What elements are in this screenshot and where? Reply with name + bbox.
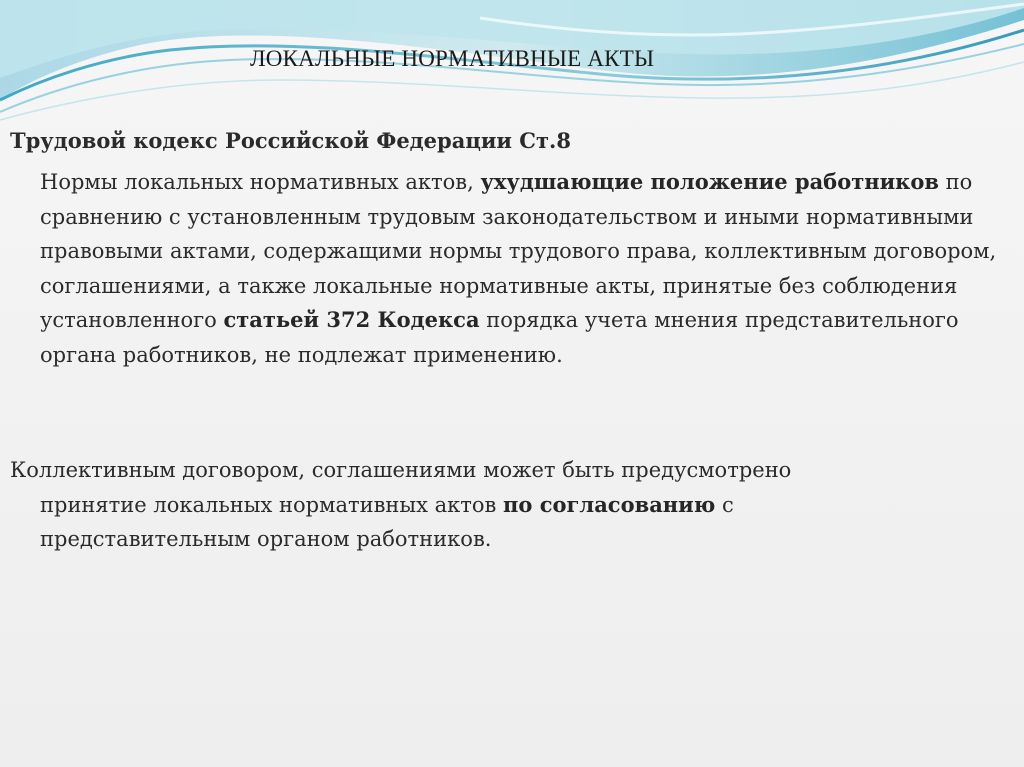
paragraph2-text-1: принятие локальных нормативных актов: [40, 492, 504, 517]
paragraph-collective-agreement: [10, 453, 950, 557]
page-title: ЛОКАЛЬНЫЕ НОРМАТИВНЫЕ АКТЫ: [250, 46, 655, 71]
section-heading: Трудовой кодекс Российской Федерации Ст.8: [10, 128, 571, 153]
paragraph1-bold-2: статьей 372 Кодекса: [223, 307, 480, 332]
paragraph-article8: [40, 165, 1015, 372]
paragraph1-text-1: Нормы локальных нормативных актов,: [40, 170, 481, 194]
paragraph1-text-3: порядка учета мнения представительного органа работников, не подлежат применению.: [40, 308, 959, 367]
paragraph2-text-2: с представительным органом работников.: [40, 492, 734, 551]
paragraph1-text-2: по сравнению с установленным трудовым законодательством и иными нормативными правовыми актами, содержащими нормы трудового права, коллективным договором, соглашениями, а также локальные нормативные акты, принятые без соблюдения установленного: [40, 170, 997, 332]
paragraph1-bold-1: ухудшающие положение работников: [480, 169, 939, 194]
paragraph2-bold-1: по согласованию: [503, 491, 716, 517]
paragraph2-line-1: Коллективным договором, соглашениями может быть предусмотрено: [10, 458, 792, 482]
paragraph2-continuation: [10, 488, 950, 557]
